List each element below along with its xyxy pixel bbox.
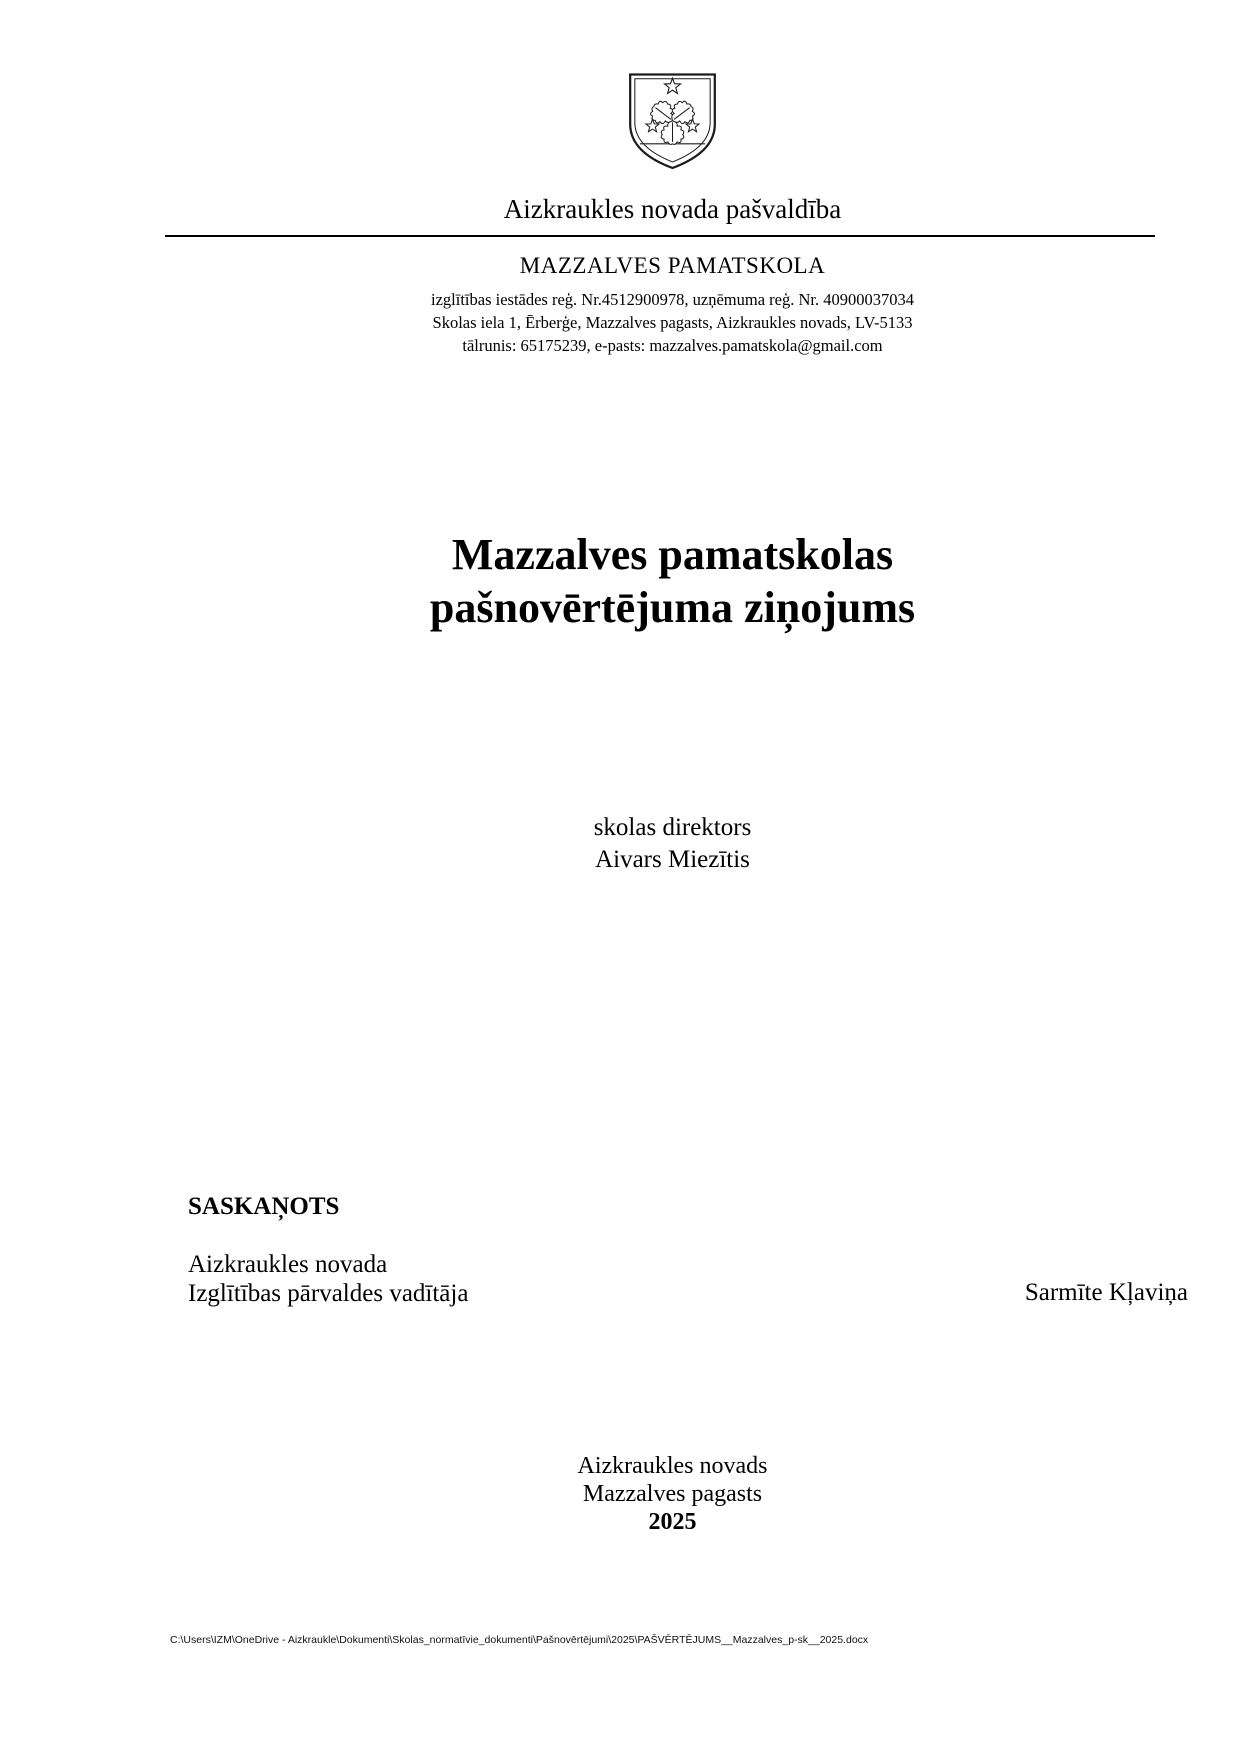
contact-line: tālrunis: 65175239, e-pasts: mazzalves.pamatskola@gmail.com <box>462 336 883 355</box>
aizkraukle-coat-of-arms-icon <box>626 70 719 173</box>
approval-organisation <box>188 1250 468 1308</box>
address-line: Skolas iela 1, Ērberģe, Mazzalves pagasts, Aizkraukles novads, LV-5133 <box>432 313 913 332</box>
school-details <box>165 288 1180 357</box>
document-title <box>165 528 1180 634</box>
registration-line: izglītības iestādes reģ. Nr.4512900978, uzņēmuma reģ. Nr. 40900037034 <box>431 290 914 309</box>
approval-org-line2: Izglītības pārvaldes vadītāja <box>188 1280 469 1307</box>
school-name: MAZZALVES PAMATSKOLA <box>519 253 826 278</box>
municipality-name: Aizkraukles novada pašvaldība <box>503 194 842 224</box>
document-title-line1: Mazzalves pamatskolas <box>451 530 894 579</box>
approval-heading: SASKAŅOTS <box>188 1193 340 1220</box>
director-name: Aivars Miezītis <box>595 846 750 873</box>
closing-line1: Aizkraukles novads <box>577 1453 768 1479</box>
document-title-line2: pašnovērtējuma ziņojums <box>429 583 916 632</box>
closing-year: 2025 <box>648 1509 697 1535</box>
approver-name: Sarmīte Kļaviņa <box>1024 1279 1188 1306</box>
approval-org-line1: Aizkraukles novada <box>188 1251 388 1278</box>
closing-block <box>165 1452 1180 1536</box>
header-divider-line <box>165 235 1155 237</box>
file-path-footer: C:\Users\IZM\OneDrive - Aizkraukle\Dokumenti\Skolas_normatīvie_dokumenti\Pašnovērtējumi\2025\PAŠVĒRTĒJUMS__Mazzalves_p-sk__2025.docx <box>170 1634 869 1646</box>
director-block <box>165 812 1180 876</box>
closing-line2: Mazzalves pagasts <box>582 1481 763 1507</box>
director-role: skolas direktors <box>593 814 752 841</box>
